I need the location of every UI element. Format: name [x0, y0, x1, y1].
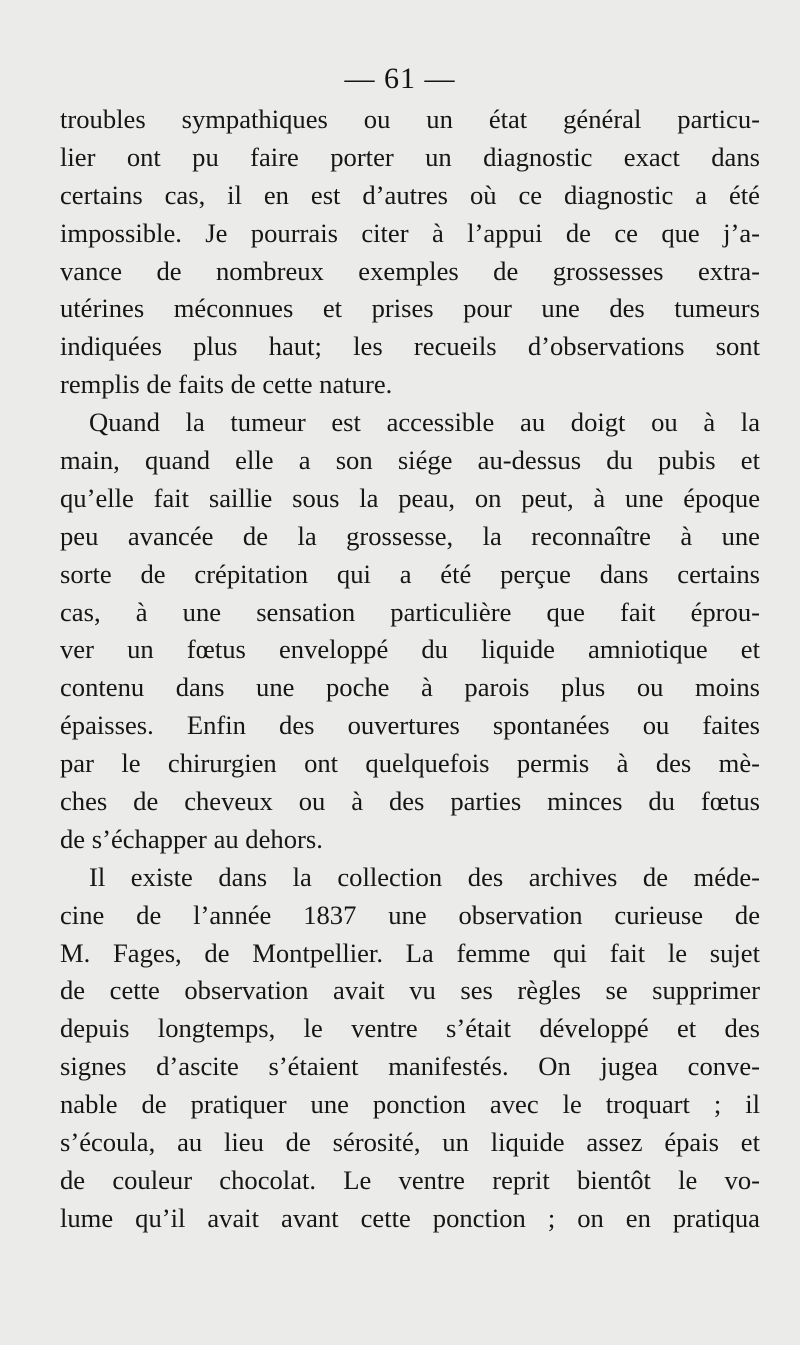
- text-line: cas, à une sensation particulière que fait éprou-: [60, 596, 760, 627]
- text-line: de cette observation avait vu ses règles se supprimer: [60, 975, 760, 1006]
- text-line: cine de l’année 1837 une observation curieuse de: [60, 899, 760, 930]
- text-line: nable de pratiquer une ponction avec le troquart ; il: [60, 1089, 760, 1120]
- text-line: ches de cheveux ou à des parties minces du fœtus: [60, 786, 760, 817]
- text-line: vance de nombreux exemples de grossesses extra-: [60, 255, 760, 286]
- text-line: main, quand elle a son siége au-dessus du pubis et: [60, 445, 760, 476]
- text-line: peu avancée de la grossesse, la reconnaître à une: [60, 520, 760, 551]
- text-line: depuis longtemps, le ventre s’était développé et des: [60, 1013, 760, 1044]
- text-line: de s’échapper au dehors.: [60, 823, 323, 854]
- text-line: par le chirurgien ont quelquefois permis à des mè-: [60, 748, 760, 779]
- text-line: M. Fages, de Montpellier. La femme qui fait le sujet: [60, 937, 760, 968]
- text-line: ver un fœtus enveloppé du liquide amniotique et: [60, 634, 760, 665]
- text-line: remplis de faits de cette nature.: [60, 369, 393, 400]
- text-line: utérines méconnues et prises pour une des tumeurs: [60, 293, 760, 324]
- text-line: troubles sympathiques ou un état général particu-: [60, 104, 760, 134]
- body-text: [60, 101, 760, 1238]
- text-line: qu’elle fait saillie sous la peau, on peut, à une époque: [60, 482, 760, 513]
- text-line: Il existe dans la collection des archives de méde-: [89, 861, 760, 892]
- text-line: s’écoula, au lieu de sérosité, un liquide assez épais et: [60, 1127, 760, 1158]
- text-line: sorte de crépitation qui a été perçue dans certains: [60, 558, 760, 589]
- page-number: — 61 —: [344, 62, 456, 95]
- text-line: contenu dans une poche à parois plus ou moins: [60, 672, 760, 703]
- text-line: certains cas, il en est d’autres où ce diagnostic a été: [60, 179, 760, 210]
- text-line: indiquées plus haut; les recueils d’observations sont: [60, 331, 760, 362]
- text-line: lume qu’il avait avant cette ponction ; on en pratiqua: [60, 1202, 760, 1233]
- text-line: lier ont pu faire porter un diagnostic exact dans: [60, 141, 760, 172]
- text-line: Quand la tumeur est accessible au doigt ou à la: [89, 407, 760, 438]
- text-line: impossible. Je pourrais citer à l’appui de ce que j’a-: [60, 217, 760, 248]
- text-line: signes d’ascite s’étaient manifestés. On jugea conve-: [60, 1051, 760, 1082]
- text-line: épaisses. Enfin des ouvertures spontanées ou faites: [60, 710, 760, 741]
- text-line: de couleur chocolat. Le ventre reprit bientôt le vo-: [60, 1164, 760, 1195]
